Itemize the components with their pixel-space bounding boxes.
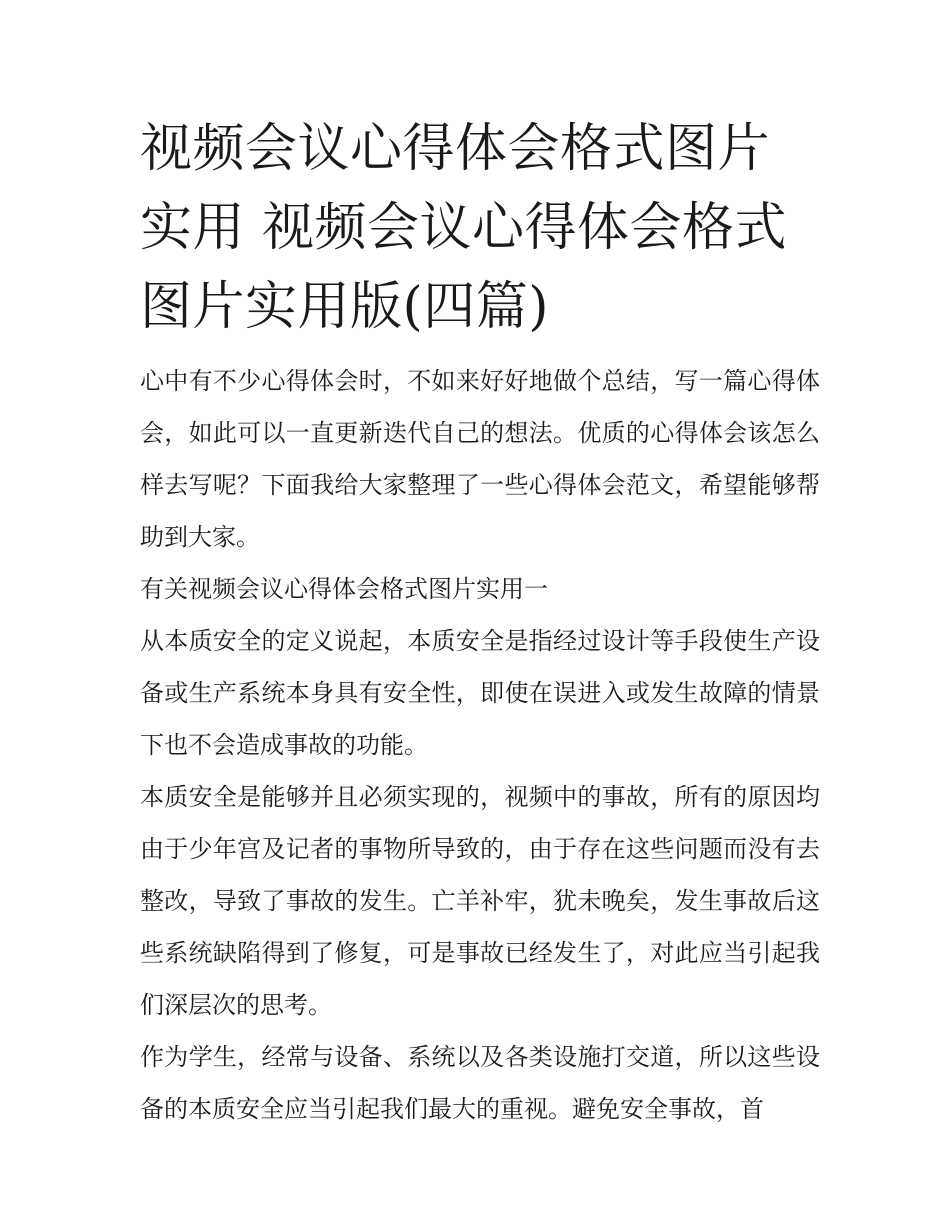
paragraph: 作为学生，经常与设备、系统以及各类设施打交道，所以这些设备的本质安全应当引起我们最大的重视。避免安全事故，首 <box>140 1043 820 1123</box>
document-body <box>140 355 820 1135</box>
paragraph-intro: 心中有不少心得体会时，不如来好好地做个总结，写一篇心得体会，如此可以一直更新迭代自己的想法。优质的心得体会该怎么样去写呢？下面我给大家整理了一些心得体会范文，希望能够帮助到大家。 <box>140 367 820 551</box>
paragraph: 从本质安全的定义说起，本质安全是指经过设计等手段使生产设备或生产系统本身具有安全性，即使在误进入或发生故障的情景下也不会造成事故的功能。 <box>140 627 820 759</box>
document-title: 视频会议心得体会格式图片实用 视频会议心得体会格式图片实用版(四篇) <box>140 119 788 337</box>
paragraph: 本质安全是能够并且必须实现的，视频中的事故，所有的原因均由于少年宫及记者的事物所导致的，由于存在这些问题而没有去整改，导致了事故的发生。亡羊补牢，犹未晚矣，发生事故后这些系统缺陷得到了修复，可是事故已经发生了，对此应当引起我们深层次的思考。 <box>140 783 820 1019</box>
section-heading: 有关视频会议心得体会格式图片实用一 <box>140 575 548 603</box>
